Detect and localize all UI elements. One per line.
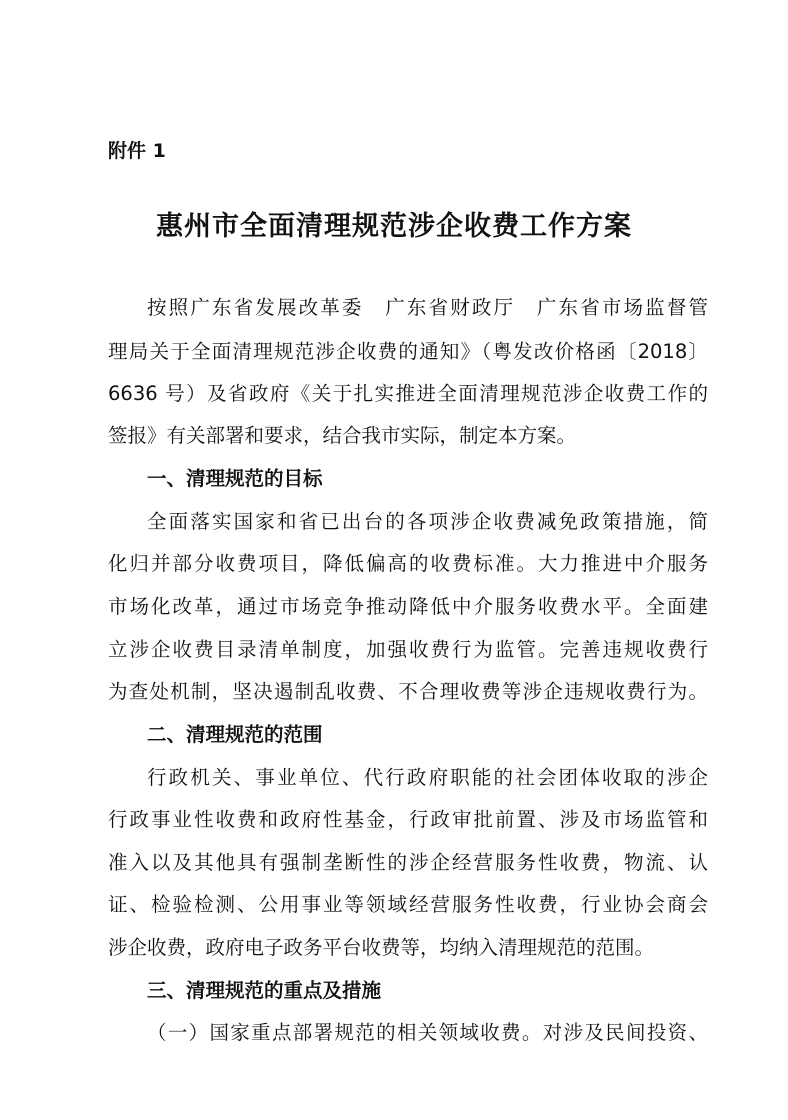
section-heading-2: 二、清理规范的范围	[147, 723, 323, 746]
paragraph-line: 化归并部分收费项目，降低偏高的收费标准。大力推进中介服务	[108, 552, 708, 575]
paragraph-line: 市场化改革，通过市场竞争推动降低中介服务收费水平。全面建	[108, 595, 708, 618]
paragraph-line: 证、检验检测、公用事业等领域经营服务性收费，行业协会商会	[108, 893, 708, 916]
paragraph-line: （一）国家重点部署规范的相关领域收费。对涉及民间投资、	[147, 1021, 708, 1044]
paragraph-line: 行政事业性收费和政府性基金，行政审批前置、涉及市场监管和	[108, 808, 708, 831]
attachment-label: 附件 1	[108, 140, 166, 162]
section-heading-1: 一、清理规范的目标	[147, 467, 323, 490]
paragraph-line: 准入以及其他具有强制垄断性的涉企经营服务性收费，物流、认	[108, 851, 708, 874]
paragraph-line: 行政机关、事业单位、代行政府职能的社会团体收取的涉企	[147, 766, 708, 789]
paragraph-line: 签报》有关部署和要求，结合我市实际，制定本方案。	[108, 424, 577, 447]
paragraph-line: 按照广东省发展改革委 广东省财政厅 广东省市场监督管	[147, 296, 708, 319]
section-heading-3: 三、清理规范的重点及措施	[147, 979, 382, 1002]
document-title: 惠州市全面清理规范涉企收费工作方案	[156, 211, 632, 242]
paragraph-line: 全面落实国家和省已出台的各项涉企收费减免政策措施，简	[147, 510, 708, 533]
paragraph-line: 为查处机制，坚决遏制乱收费、不合理收费等涉企违规收费行为。	[108, 680, 708, 703]
paragraph-line: 立涉企收费目录清单制度，加强收费行为监管。完善违规收费行	[108, 638, 708, 661]
paragraph-line: 6636 号）及省政府《关于扎实推进全面清理规范涉企收费工作的	[108, 382, 708, 405]
paragraph-line: 涉企收费，政府电子政务平台收费等，均纳入清理规范的范围。	[108, 936, 655, 959]
paragraph-line: 理局关于全面清理规范涉企收费的通知》（粤发改价格函〔2018〕	[108, 340, 708, 363]
